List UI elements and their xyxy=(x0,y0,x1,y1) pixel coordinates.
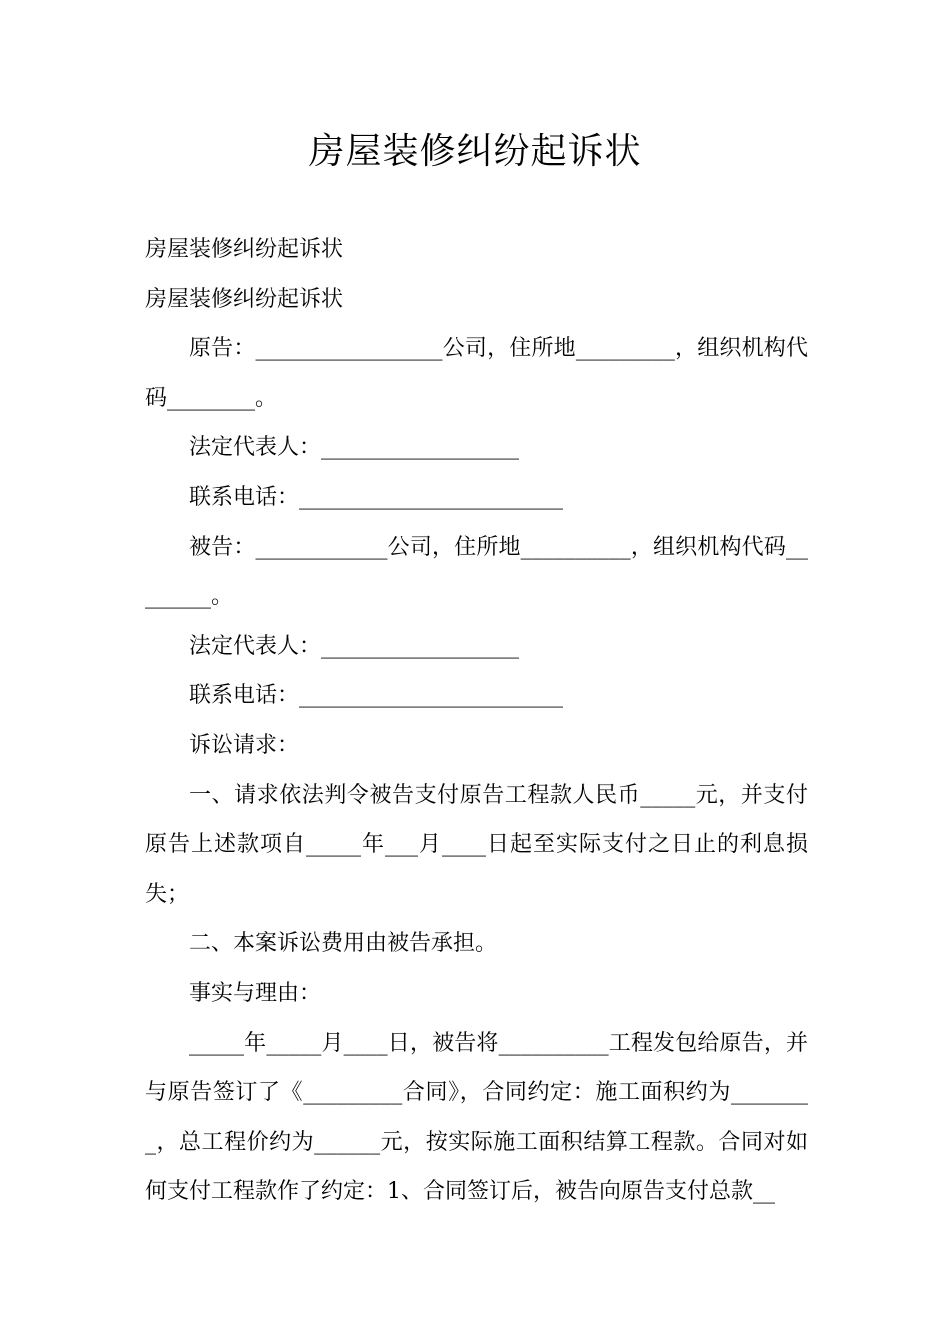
paragraph-facts: _____年_____月____日，被告将__________工程发包给原告，并与原告签订了《_________合同》，合同约定：施工面积约为________，总工程价约为______元，按实际施工面积结算工程款。合同对如何支付工程款作了约定：1、合同签订后，被告向原告支付总款__ xyxy=(145,1030,808,1205)
paragraph-claim-2: 二、本案诉讼费用由被告承担。 xyxy=(189,931,498,957)
paragraph-defendant: 被告：____________公司，住所地__________，组织机构代码________。 xyxy=(145,534,808,610)
paragraph-facts-heading: 事实与理由： xyxy=(189,980,322,1006)
document-title: 房屋装修纠纷起诉状 xyxy=(308,131,642,172)
paragraph-defendant-phone: 联系电话：________________________ xyxy=(189,683,564,709)
paragraph: 房屋装修纠纷起诉状 xyxy=(145,237,344,262)
paragraph-plaintiff-representative: 法定代表人：__________________ xyxy=(189,435,520,461)
paragraph-defendant-representative: 法定代表人：__________________ xyxy=(189,633,520,659)
document-body xyxy=(145,225,808,1217)
paragraph-plaintiff-phone: 联系电话：________________________ xyxy=(189,484,564,510)
paragraph-plaintiff: 原告：_________________公司，住所地_________，组织机构代码________。 xyxy=(145,336,808,411)
paragraph-claim-1: 一、请求依法判令被告支付原告工程款人民币_____元，并支付原告上述款项自_____年___月____日起至实际支付之日止的利息损失； xyxy=(145,782,808,907)
paragraph-claims-heading: 诉讼请求： xyxy=(189,732,300,758)
paragraph: 房屋装修纠纷起诉状 xyxy=(145,286,344,312)
